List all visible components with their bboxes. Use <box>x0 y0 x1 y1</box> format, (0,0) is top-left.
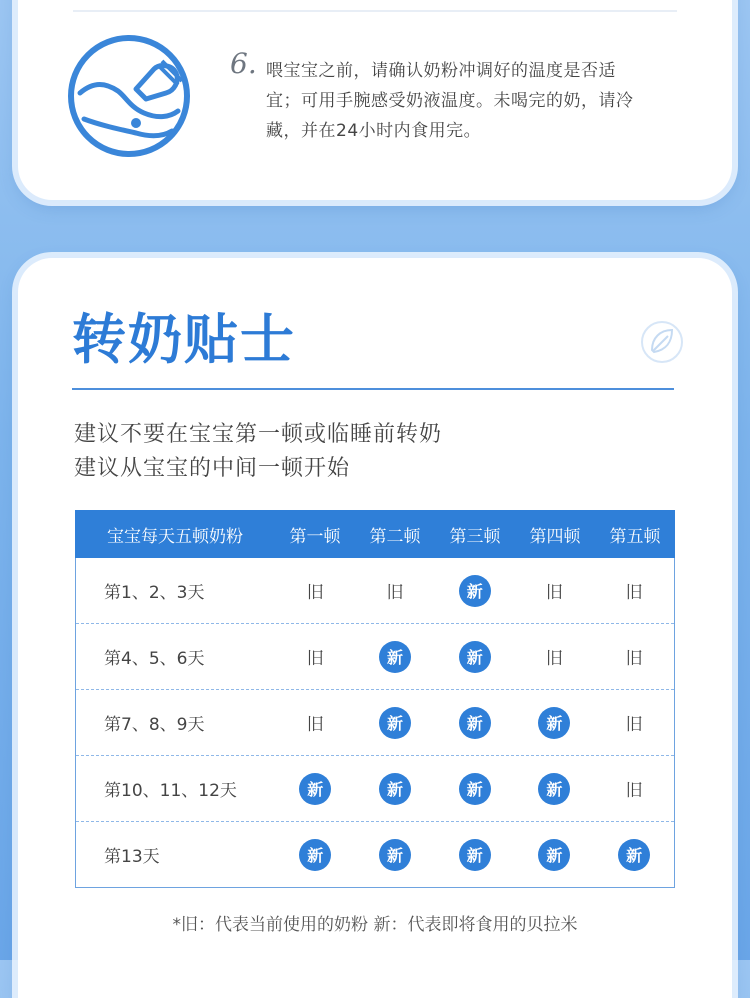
new-badge: 新 <box>538 773 570 805</box>
new-badge: 新 <box>379 839 411 871</box>
new-badge: 新 <box>379 707 411 739</box>
new-badge: 新 <box>538 839 570 871</box>
table-cell <box>275 578 355 603</box>
table-cell <box>515 773 595 805</box>
old-label: 旧 <box>545 649 563 669</box>
header-cell: 宝宝每天五顿奶粉 <box>107 526 243 547</box>
table-cell <box>515 839 595 871</box>
header-cell: 第三顿 <box>449 526 501 547</box>
row-label: 第1、2、3天 <box>104 583 205 603</box>
new-badge: 新 <box>459 641 491 673</box>
new-badge: 新 <box>459 773 491 805</box>
table-row <box>76 755 674 821</box>
switch-tips-card <box>18 258 732 998</box>
tip-card <box>18 0 732 200</box>
table-cell <box>275 644 355 669</box>
intro-line: 建议不要在宝宝第一顿或临睡前转奶 <box>74 422 443 447</box>
table-cell <box>355 578 435 603</box>
section-title: 转奶贴士 <box>72 308 296 371</box>
table-cell <box>435 641 515 673</box>
header-cell: 第二顿 <box>369 526 421 547</box>
table-cell <box>515 578 595 603</box>
new-badge: 新 <box>459 707 491 739</box>
intro-line: 建议从宝宝的中间一顿开始 <box>74 456 351 481</box>
old-label: 旧 <box>545 583 563 603</box>
table-cell <box>435 575 515 607</box>
table-cell <box>355 707 435 739</box>
header-cell: 第四顿 <box>529 526 581 547</box>
new-badge: 新 <box>459 575 491 607</box>
table-header <box>75 510 675 558</box>
table-cell <box>594 644 674 669</box>
table-row <box>76 689 674 755</box>
row-label: 第10、11、12天 <box>104 781 237 801</box>
table-cell <box>275 710 355 735</box>
baby-bottle-icon <box>66 33 192 159</box>
table-body <box>75 558 675 888</box>
old-label: 旧 <box>625 715 643 735</box>
table-row <box>76 623 674 689</box>
intro-text <box>74 418 442 486</box>
table-cell <box>275 773 355 805</box>
tip-line: 喂宝宝之前，请确认奶粉冲调好的温度是否适 <box>266 61 616 81</box>
header-cell: 第五顿 <box>609 526 661 547</box>
table-cell <box>275 839 355 871</box>
table-cell <box>355 641 435 673</box>
row-label: 第13天 <box>104 847 160 867</box>
old-label: 旧 <box>306 583 324 603</box>
old-label: 旧 <box>306 715 324 735</box>
table-cell <box>435 839 515 871</box>
tip-text <box>266 56 686 146</box>
new-badge: 新 <box>538 707 570 739</box>
leaf-icon <box>640 320 684 364</box>
header-cell: 第一顿 <box>289 526 341 547</box>
table-cell <box>355 773 435 805</box>
table-cell <box>594 710 674 735</box>
footnote: *旧：代表当前使用的奶粉 新：代表即将食用的贝拉米 <box>172 915 578 935</box>
feeding-schedule-table <box>75 510 675 888</box>
new-badge: 新 <box>299 773 331 805</box>
table-cell <box>435 707 515 739</box>
table-row <box>76 558 674 623</box>
new-badge: 新 <box>299 839 331 871</box>
old-label: 旧 <box>386 583 404 603</box>
old-label: 旧 <box>306 649 324 669</box>
table-row <box>76 821 674 887</box>
new-badge: 新 <box>459 839 491 871</box>
new-badge: 新 <box>618 839 650 871</box>
table-cell <box>594 776 674 801</box>
table-cell <box>515 707 595 739</box>
table-cell <box>435 773 515 805</box>
table-cell <box>594 578 674 603</box>
new-badge: 新 <box>379 773 411 805</box>
old-label: 旧 <box>625 781 643 801</box>
table-cell <box>355 839 435 871</box>
old-label: 旧 <box>625 649 643 669</box>
tip-line: 宜；可用手腕感受奶液温度。未喝完的奶，请冷 <box>266 91 634 111</box>
new-badge: 新 <box>379 641 411 673</box>
row-label: 第4、5、6天 <box>104 649 205 669</box>
tip-line: 藏，并在24小时内食用完。 <box>266 121 482 141</box>
row-label: 第7、8、9天 <box>104 715 205 735</box>
table-cell <box>515 644 595 669</box>
title-divider <box>72 388 674 390</box>
old-label: 旧 <box>625 583 643 603</box>
divider <box>73 10 677 12</box>
tip-number: 6. <box>230 47 257 80</box>
table-cell <box>594 839 674 871</box>
